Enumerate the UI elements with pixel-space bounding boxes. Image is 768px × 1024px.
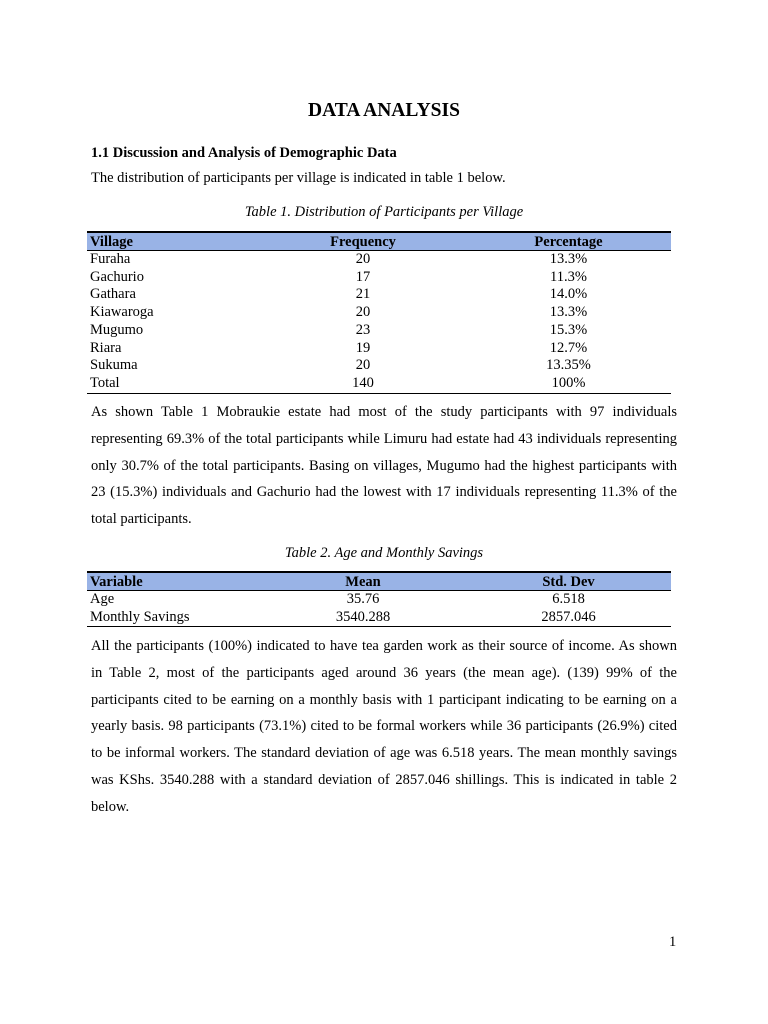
table-row — [87, 357, 671, 375]
intro-text: The distribution of participants per village is indicated in table 1 below. — [91, 170, 506, 186]
table-cell: Sukuma — [90, 357, 138, 374]
table-cell: 13.3% — [549, 304, 588, 321]
table-cell: Monthly Savings — [90, 608, 190, 625]
table-row — [87, 609, 671, 627]
table-cell: 35.76 — [346, 591, 380, 607]
table-cell: 20 — [355, 251, 371, 267]
table2-header-row — [87, 572, 671, 591]
table-row — [87, 591, 671, 609]
table-cell: 20 — [355, 357, 371, 374]
table-cell: 23 — [355, 321, 371, 338]
page-number: 1 — [669, 934, 677, 950]
table-cell: 21 — [355, 286, 371, 303]
table-row — [87, 286, 671, 304]
table-cell: Gathara — [90, 286, 136, 303]
table-row — [87, 340, 671, 358]
paragraph-2: All the participants (100%) indicated to have tea garden work as their source of income. As shown in Table 2, most of the participants aged around 36 years (the mean age). (139) 99% of the participants cited to be earning on a monthly basis with 1 participant indicating to be earning on a yearly basis. 98 participants (73.1%) cited to be formal workers while 36 participants (26.9%) cited to be informal workers. The standard deviation of age was 6.518 years. The mean monthly savings was KShs. 3540.288 with a standard deviation of 2857.046 shillings. This is indicated in table 2 below. — [91, 638, 677, 815]
table-cell: 19 — [355, 339, 371, 356]
table-cell: 13.3% — [549, 251, 588, 267]
table-cell: 3540.288 — [335, 608, 391, 625]
section-heading: 1.1 Discussion and Analysis of Demographic Data — [91, 145, 397, 161]
table-cell: Gachurio — [90, 268, 144, 285]
table-cell: 12.7% — [549, 339, 588, 356]
column-header: Village — [87, 232, 260, 251]
column-header: Percentage — [466, 232, 671, 251]
table-cell: 140 — [352, 374, 374, 391]
table-cell: 100% — [551, 374, 586, 391]
table-cell: 14.0% — [549, 286, 588, 303]
table1-header-row — [87, 232, 671, 251]
table-cell: 11.3% — [550, 268, 587, 285]
table-cell: 2857.046 — [541, 608, 596, 625]
table1 — [87, 231, 671, 394]
table-cell: 17 — [355, 268, 371, 285]
table-row — [87, 322, 671, 340]
paragraph-1: As shown Table 1 Mobraukie estate had most of the study participants with 97 individuals representing 69.3% of the total participants while Limuru had estate had 43 individuals representing only 30.7% of the total participants. Basing on villages, Mugumo had the highest participants with 23 (15.3%) individuals and Gachurio had the lowest with 17 individuals representing 11.3% of the total participants. — [91, 404, 677, 528]
column-header: Frequency — [260, 232, 466, 251]
table-cell: Riara — [90, 339, 122, 356]
table-cell: Age — [90, 591, 115, 607]
table-cell: Kiawaroga — [90, 304, 154, 321]
page-title: DATA ANALYSIS — [308, 100, 460, 121]
column-header: Mean — [260, 572, 466, 591]
table2-caption: Table 2. Age and Monthly Savings — [284, 545, 484, 561]
table-row — [87, 304, 671, 322]
table-cell: 20 — [355, 304, 371, 321]
table-row — [87, 375, 671, 393]
table1-caption: Table 1. Distribution of Participants per Village — [244, 204, 524, 220]
table-cell: 6.518 — [552, 591, 585, 607]
table-cell: 15.3% — [549, 321, 588, 338]
column-header: Variable — [87, 572, 260, 591]
column-header: Std. Dev — [466, 572, 671, 591]
table-cell: Total — [90, 374, 120, 391]
table-row — [87, 251, 671, 269]
table-cell: Furaha — [90, 251, 131, 267]
table-row — [87, 269, 671, 287]
table2 — [87, 571, 671, 627]
table-cell: Mugumo — [90, 321, 144, 338]
table-cell: 13.35% — [546, 357, 591, 374]
